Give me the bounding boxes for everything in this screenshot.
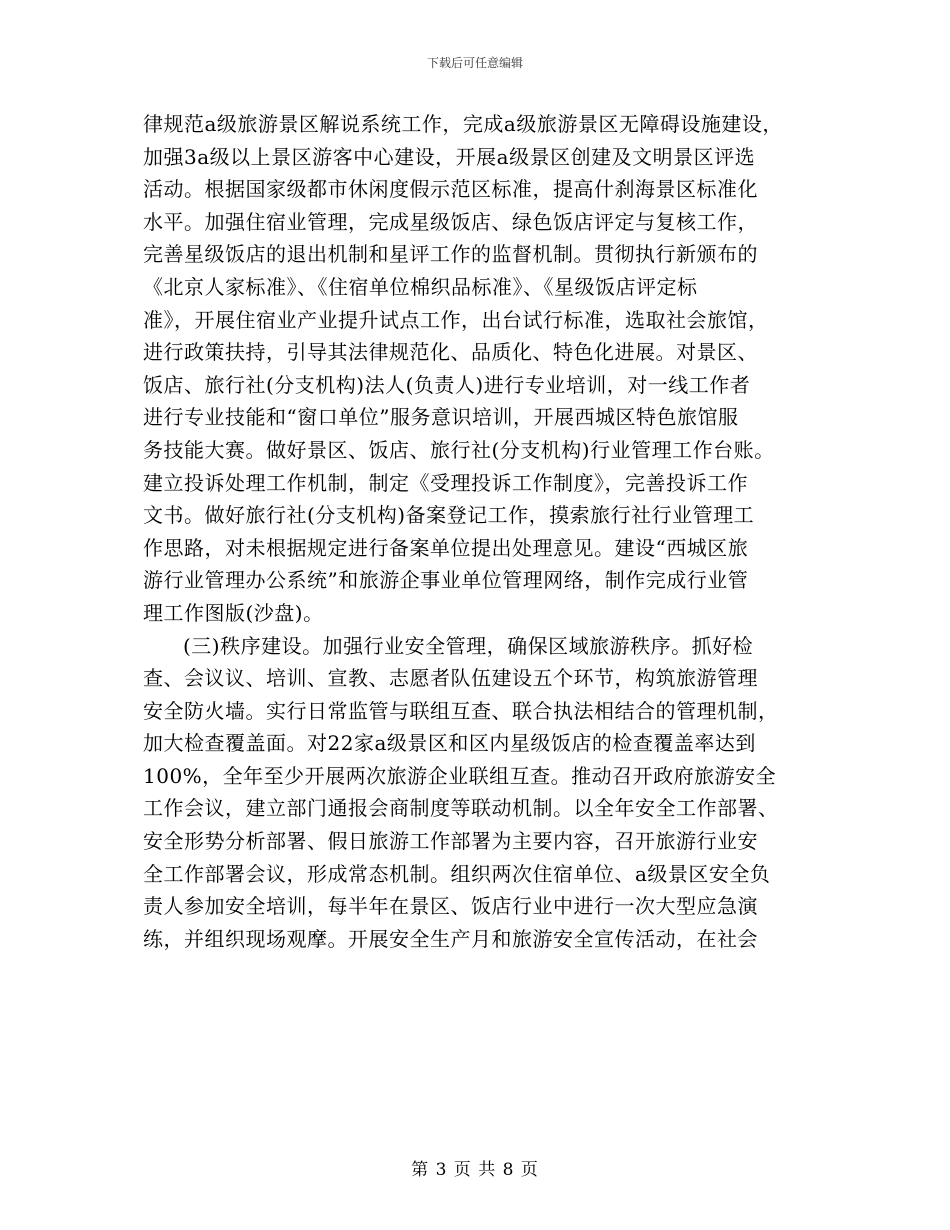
- body-line: 饭店、旅行社(分支机构)法人(负责人)进行专业培训，对一线工作者: [143, 372, 751, 397]
- body-line: 责人参加安全培训，每半年在景区、饭店行业中进行一次大型应急演: [143, 894, 758, 919]
- body-line: 作思路，对未根据规定进行备案单位提出处理意见。建设“西城区旅: [143, 535, 749, 560]
- body-line: 游行业管理办公系统”和旅游企事业单位管理网络，制作完成行业管: [143, 568, 749, 593]
- body-line: 进行政策扶持，引导其法律规范化、品质化、特色化进展。对景区、: [143, 340, 758, 365]
- body-line: 务技能大赛。做好景区、饭店、旅行社(分支机构)行业管理工作台账。: [143, 437, 775, 462]
- document-body: [143, 108, 823, 955]
- page-number-footer: 第 3 页 共 8 页: [411, 1160, 539, 1180]
- page-header: 下载后可任意编辑: [426, 56, 523, 70]
- body-line: 全工作部署会议，形成常态机制。组织两次住宿单位、a级景区安全负: [143, 861, 771, 886]
- body-line: 理工作图版(沙盘)。: [143, 600, 324, 625]
- body-line: 进行专业技能和“窗口单位”服务意识培训，开展西城区特色旅馆服: [143, 405, 739, 430]
- section-start-line: (三)秩序建设。加强行业安全管理，确保区域旅游秩序。抓好检: [183, 633, 754, 658]
- body-line: 文书。做好旅行社(分支机构)备案登记工作，摸索旅行社行业管理工: [143, 503, 755, 528]
- body-line: 律规范a级旅游景区解说系统工作，完成a级旅游景区无障碍设施建设，: [143, 112, 783, 136]
- body-line: 加强3a级以上景区游客中心建设，开展a级景区创建及文明景区评选: [143, 144, 756, 169]
- body-line: 安全形势分析部署、假日旅游工作部署为主要内容，召开旅游行业安: [143, 829, 758, 854]
- body-line: 水平。加强住宿业管理，完成星级饭店、绿色饭店评定与复核工作，: [143, 209, 758, 234]
- body-line: 建立投诉处理工作机制，制定《受理投诉工作制度》，完善投诉工作: [143, 470, 748, 495]
- body-line: 准》，开展住宿业产业提升试点工作，出台试行标准，选取社会旅馆，: [143, 307, 769, 332]
- body-line: 工作会议，建立部门通报会商制度等联动机制。以全年安全工作部署、: [143, 796, 779, 821]
- body-line: 安全防火墙。实行日常监管与联组互查、联合执法相结合的管理机制，: [143, 698, 779, 723]
- body-line: 100%，全年至少开展两次旅游企业联组互查。推动召开政府旅游安全: [143, 763, 777, 788]
- body-line: 完善星级饭店的退出机制和星评工作的监督机制。贯彻执行新颁布的: [143, 242, 758, 267]
- body-line: 练，并组织现场观摩。开展安全生产月和旅游安全宣传活动，在社会: [143, 926, 758, 951]
- body-line: 活动。根据国家级都市休闲度假示范区标准，提高什刹海景区标准化: [143, 177, 758, 202]
- body-line: 查、会议议、培训、宣教、志愿者队伍建设五个环节，构筑旅游管理: [143, 666, 758, 691]
- body-line: 《北京人家标准》、《住宿单位棉织品标准》、《星级饭店评定标: [143, 274, 698, 299]
- body-line: 加大检查覆盖面。对22家a级景区和区内星级饭店的检查覆盖率达到: [143, 731, 756, 756]
